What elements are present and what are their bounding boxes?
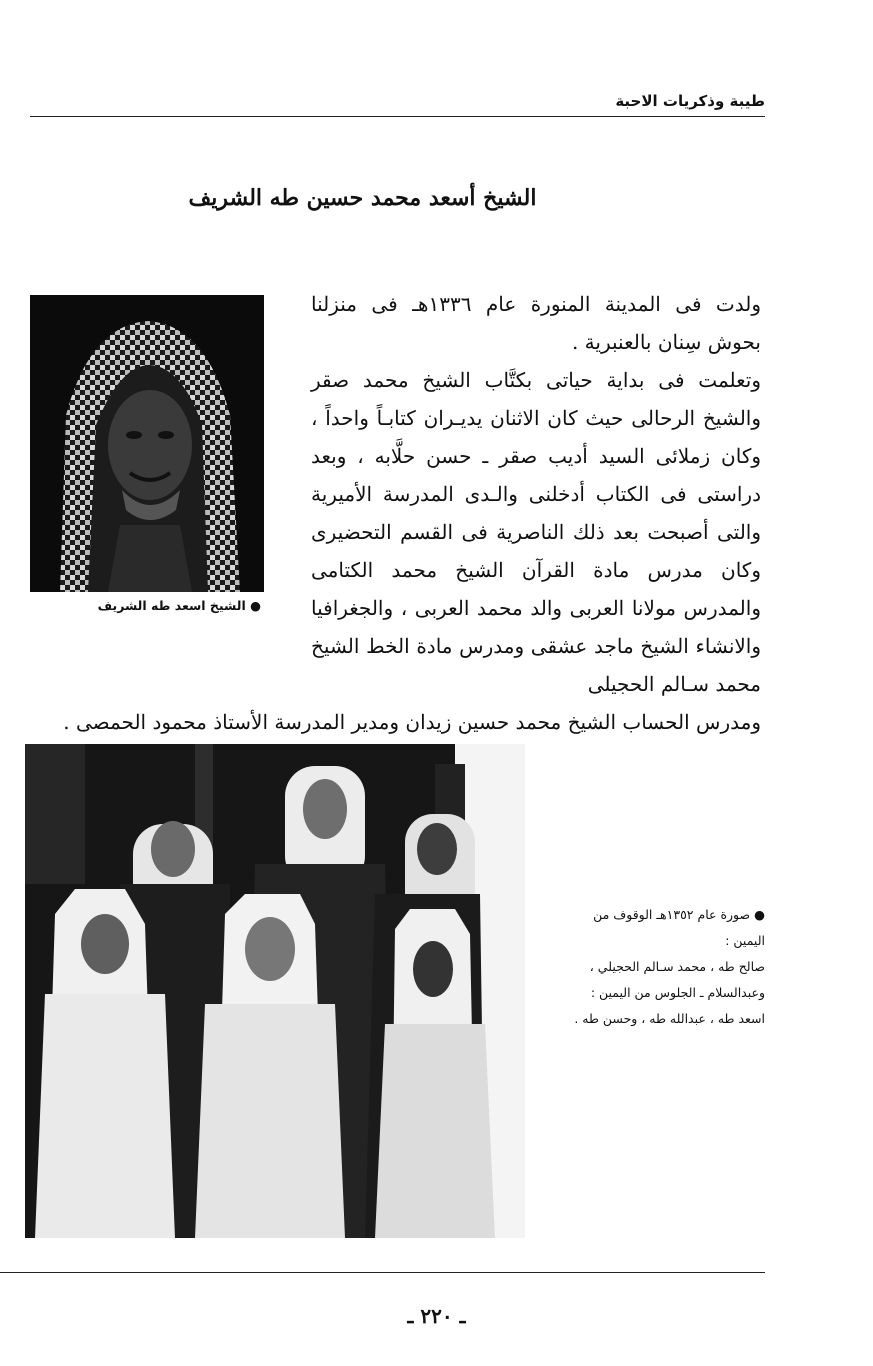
group-photo — [25, 744, 525, 1238]
group-photo-caption — [540, 902, 765, 1032]
group-caption-line: وعبدالسلام ـ الجلوس من اليمين : — [590, 985, 765, 1000]
paragraph-education: وتعلمت فى بداية حياتى بكتَّاب الشيخ محمد صقر والشيخ الرحالى حيث كان الاثنان يديـران كتابـاً واحداً ، وكان زملائى السيد أديب صقر ـ حسن حلَّابه ، وبعد دراستى فى الكتاب أدخلنى والـدى المدرسة الأميرية والتى أصبحت بعد ذلك الناصرية فى القسم التحضيرى وكان مدرس مادة القرآن الشيخ محمد الكتامى والمدرس مولانا العربى والد محمد العربى ، والجغرافيا والانشاء الشيخ ماجد عشقى ومدرس مادة الخط الشيخ محمد سـالم الحجيلى — [311, 368, 761, 696]
portrait-photo — [30, 295, 264, 592]
footer-rule — [0, 1272, 765, 1273]
group-caption-line: صالح طه ، محمد سـالم الحجيلي ، — [589, 959, 765, 974]
page-title: الشيخ أسعد محمد حسين طه الشريف — [188, 185, 537, 211]
header-rule — [30, 116, 765, 117]
page-number: ـ ٢٢٠ ـ — [407, 1304, 466, 1328]
paragraph-birth: ولدت فى المدينة المنورة عام ١٣٣٦هـ فى منزلنا بحوش سِنان بالعنبرية . — [311, 292, 762, 354]
group-caption-line: ● صورة عام ١٣٥٢هـ الوقوف من — [593, 907, 765, 922]
group-caption-line: اليمين : — [725, 933, 765, 948]
body-text — [311, 285, 761, 703]
paragraph-last-line: ومدرس الحساب الشيخ محمد حسين زيدان ومدير المدرسة الأستاذ محمود الحمصى . — [63, 710, 761, 734]
group-caption-line: اسعد طه ، عبدالله طه ، وحسن طه . — [574, 1011, 765, 1026]
running-head: طيبة وذكريات الاحبة — [615, 92, 765, 110]
portrait-caption: ● الشيخ اسعد طه الشريف — [97, 598, 261, 613]
